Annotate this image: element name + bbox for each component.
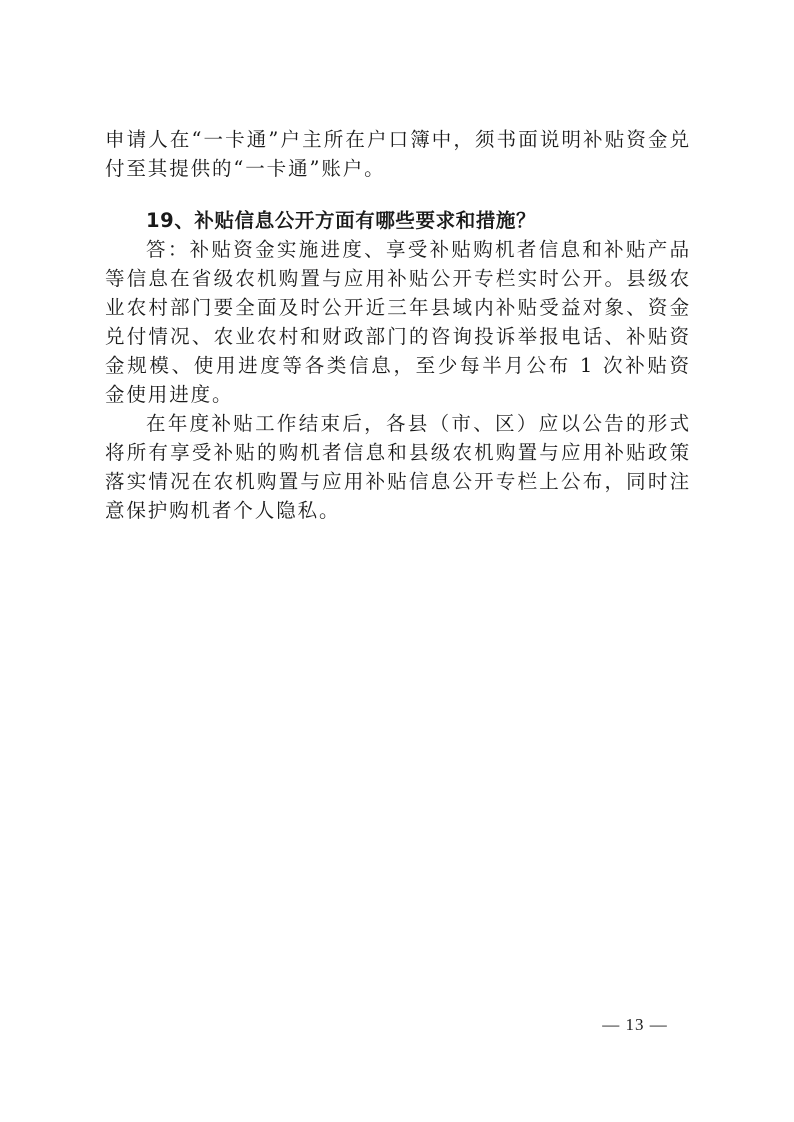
answer-paragraph: 答：补贴资金实施进度、享受补贴购机者信息和补贴产品等信息在省级农机购置与应用补贴公开专栏实时公开。县级农业农村部门要全面及时公开近三年县域内补贴受益对象、资金兑付情况、农业农村和财政部门的咨询投诉举报电话、补贴资金规模、使用进度等各类信息，至少每半月公布 1 次补贴资金使用进度。 xyxy=(105,238,691,406)
section-heading: 19、补贴信息公开方面有哪些要求和措施？ xyxy=(146,209,537,232)
second-paragraph: 在年度补贴工作结束后，各县（市、区）应以公告的形式将所有享受补贴的购机者信息和县级农机购置与应用补贴政策落实情况在农机购置与应用补贴信息公开专栏上公布，同时注意保护购机者个人隐私。 xyxy=(105,412,691,522)
page-number: — 13 — xyxy=(602,1015,668,1034)
section-body xyxy=(105,235,691,525)
continuation-paragraph: 申请人在“一卡通”户主所在户口簿中，须书面说明补贴资金兑付至其提供的“一卡通”账户。 xyxy=(105,128,691,180)
continuation-text xyxy=(105,125,691,183)
